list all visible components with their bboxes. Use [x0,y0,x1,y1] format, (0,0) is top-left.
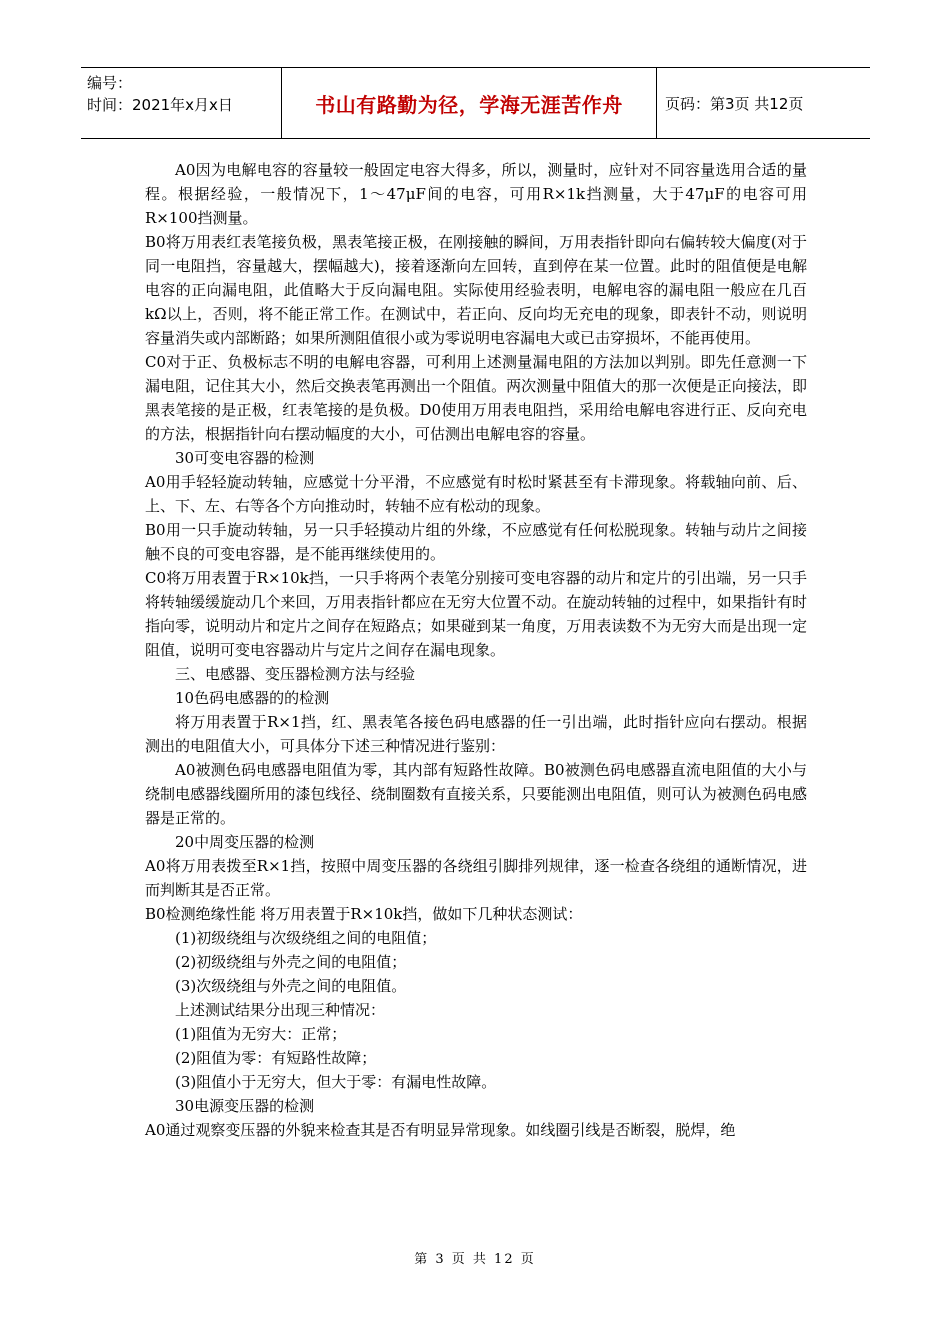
page-info: 页码：第3页 共12页 [665,94,804,113]
paragraph: 20中周变压器的检测 [175,833,315,851]
paragraph: (1)初级绕组与次级绕组之间的电阻值； [175,929,437,947]
header-left-cell [81,68,282,138]
paragraph: (2)阻值为零：有短路性故障； [175,1049,377,1067]
paragraph: A0用手轻轻旋动转轴，应感觉十分平滑，不应感觉有时松时紧甚至有卡滞现象。将载轴向前、后、上、下、左、右等各个方向推动时，转轴不应有松动的现象。 [145,473,807,515]
paragraph: (3)次级绕组与外壳之间的电阻值。 [175,977,407,995]
paragraph: C0将万用表置于R×10k挡，一只手将两个表笔分别接可变电容器的动片和定片的引出端，另一只手将转轴缓缓旋动几个来回，万用表指针都应在无穷大位置不动。在旋动转轴的过程中，如果指针有时指向零，说明动片和定片之间存在短路点；如果碰到某一角度，万用表读数不为无穷大而是出现一定阻值，说明可变电容器动片与定片之间存在漏电现象。 [145,569,807,659]
paragraph: B0用一只手旋动转轴，另一只手轻摸动片组的外缘，不应感觉有任何松脱现象。转轴与动片之间接触不良的可变电容器，是不能再继续使用的。 [145,521,807,563]
page-header [81,67,870,139]
paragraph: A0将万用表拨至R×1挡，按照中周变压器的各绕组引脚排列规律，逐一检查各绕组的通断情况，进而判断其是否正常。 [145,857,807,899]
paragraph: A0被测色码电感器电阻值为零，其内部有短路性故障。B0被测色码电感器直流电阻值的大小与绕制电感器线圈所用的漆包线径、绕制圈数有直接关系，只要能测出电阻值，则可认为被测色码电感器是正常的。 [145,761,807,827]
motto: 书山有路勤为径，学海无涯苦作舟 [282,68,657,138]
page-footer: 第 3 页 共 12 页 [414,1252,536,1267]
paragraph: A0因为电解电容的容量较一般固定电容大得多，所以，测量时，应针对不同容量选用合适的量程。根据经验，一般情况下，1～47μF间的电容，可用R×1k挡测量，大于47μF的电容可用R×100挡测量。 [145,161,807,227]
paragraph: 30可变电容器的检测 [175,449,315,467]
paragraph: (3)阻值小于无穷大，但大于零：有漏电性故障。 [175,1073,497,1091]
paragraph: B0将万用表红表笔接负极，黑表笔接正极，在刚接触的瞬间，万用表指针即向右偏转较大偏度(对于同一电阻挡，容量越大，摆幅越大)，接着逐渐向左回转，直到停在某一位置。此时的阻值便是电解电容的正向漏电阻，此值略大于反向漏电阻。实际使用经验表明，电解电容的漏电阻一般应在几百kΩ以上，否则，将不能正常工作。在测试中，若正向、反向均无充电的现象，即表针不动，则说明容量消失或内部断路；如果所测阻值很小或为零说明电容漏电大或已击穿损坏，不能再使用。 [145,233,807,347]
paragraph: 10色码电感器的的检测 [175,689,330,707]
paragraph: B0检测绝缘性能 将万用表置于R×10k挡，做如下几种状态测试： [145,905,583,923]
serial-label: 编号： [87,74,133,92]
paragraph: 三、电感器、变压器检测方法与经验 [175,665,416,683]
paragraph: 30电源变压器的检测 [175,1097,315,1115]
paragraph: (2)初级绕组与外壳之间的电阻值； [175,953,407,971]
paragraph: A0通过观察变压器的外貌来检查其是否有明显异常现象。如线圈引线是否断裂，脱焊，绝 [145,1121,736,1139]
paragraph: (1)阻值为无穷大：正常； [175,1025,347,1043]
paragraph: 将万用表置于R×1挡，红、黑表笔各接色码电感器的任一引出端，此时指针应向右摆动。根据测出的电阻值大小，可具体分下述三种情况进行鉴别： [145,713,807,755]
paragraph: C0对于正、负极标志不明的电解电容器，可利用上述测量漏电阻的方法加以判别。即先任意测一下漏电阻，记住其大小，然后交换表笔再测出一个阻值。两次测量中阻值大的那一次便是正向接法，即黑表笔接的是正极，红表笔接的是负极。D0使用万用表电阻挡，采用给电解电容进行正、反向充电的方法，根据指针向右摆动幅度的大小，可估测出电解电容的容量。 [145,353,807,443]
paragraph: 上述测试结果分出现三种情况： [175,1001,386,1019]
time-label: 时间：2021年x月x日 [87,96,233,114]
document-body [145,158,807,1142]
